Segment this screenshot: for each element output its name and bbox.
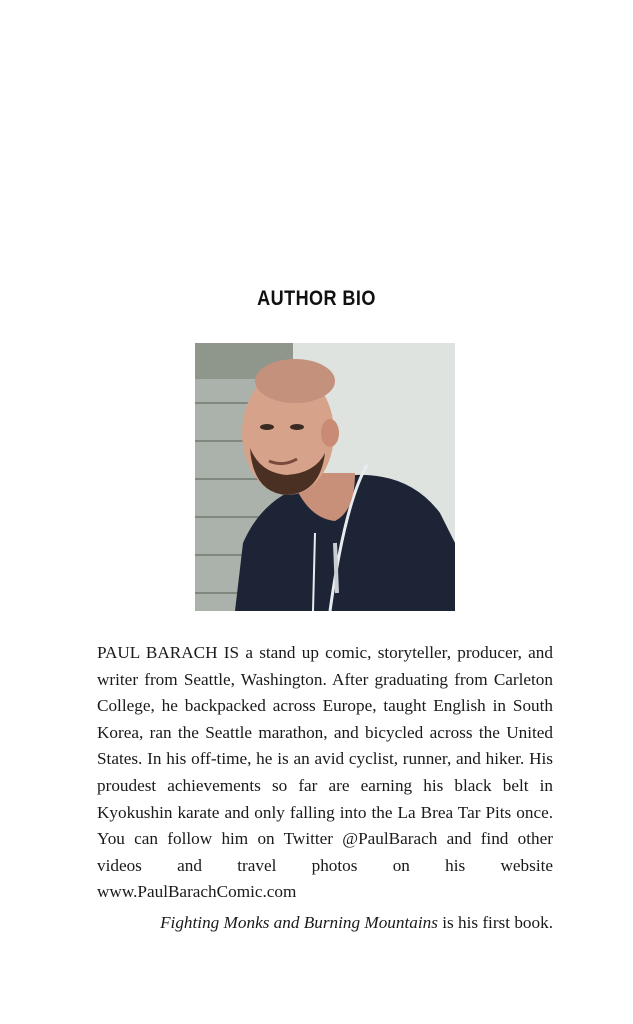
- page-title: AUTHOR BIO: [257, 287, 376, 310]
- author-bio-closing-line: [97, 910, 553, 937]
- author-bio-paragraph: PAUL BARACH IS a stand up comic, storyteller, producer, and writer from Seattle, Washington. After graduating from Carleton College, he backpacked across Europe, taught English in South Korea, ran the Seattle marathon, and bicycled across the United States. In his off-time, he is an avid cyclist, runner, and hiker. His proudest achievements so far are earning his black belt in Kyokushin karate and only falling into the La Brea Tar Pits once. You can follow him on Twitter @PaulBarach and find other videos and travel photos on his website www.PaulBarachComic.com: [97, 643, 553, 902]
- author-photo: [195, 343, 455, 611]
- book-title-suffix: is his first book.: [437, 913, 553, 932]
- book-title: Fighting Monks and Burning Mountains: [160, 913, 438, 932]
